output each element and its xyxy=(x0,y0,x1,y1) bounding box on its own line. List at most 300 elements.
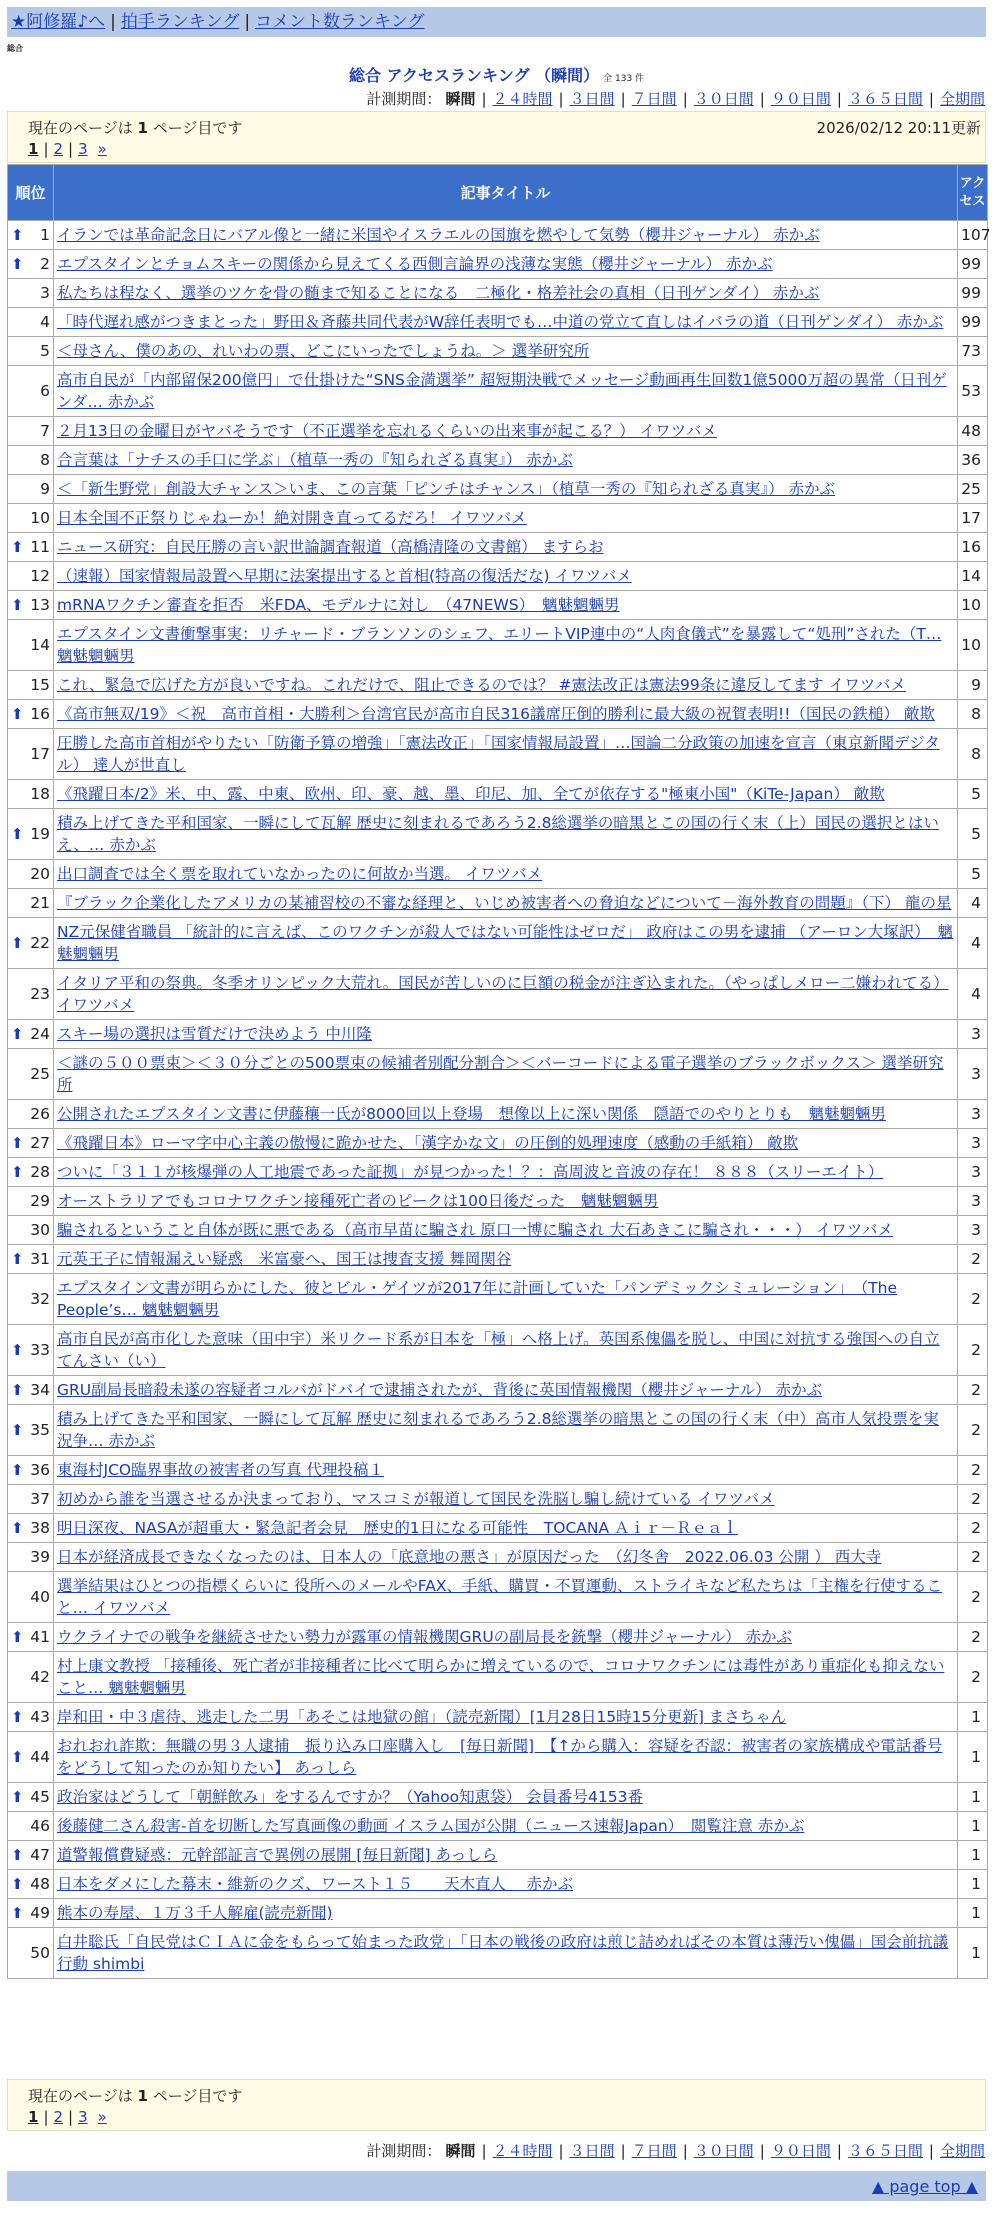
article-link[interactable]: 道警報償費疑惑：元幹部証言で異例の展開 [毎日新聞] あっしら xyxy=(57,1846,498,1864)
title-cell xyxy=(54,446,958,475)
rank-cell xyxy=(8,780,54,809)
table-row xyxy=(8,337,988,366)
access-count: 8 xyxy=(958,700,988,729)
access-count: 2 xyxy=(958,1456,988,1485)
title-cell xyxy=(54,279,958,308)
up-arrow-icon: ⬆ xyxy=(11,934,24,952)
period-link[interactable]: ７日間 xyxy=(631,90,677,108)
current-page-text xyxy=(28,2085,242,2106)
article-link[interactable]: 選挙結果はひとつの指標くらいに 役所へのメールやFAX、手紙、購買・不買運動、ストライキなど私たちは「主権を行使すること… イワツバメ xyxy=(57,1577,943,1617)
article-link[interactable]: ニュース研究：自民圧勝の言い訳世論調査報道（高橋清隆の文書館） ますらお xyxy=(57,538,604,556)
article-link[interactable]: 東海村JCO臨界事故の被害者の写真 代理投稿１ xyxy=(57,1461,385,1479)
rank-number: 22 xyxy=(30,934,50,952)
rank-number: 2 xyxy=(40,255,50,273)
title-cell xyxy=(54,1456,958,1485)
table-row xyxy=(8,1020,988,1049)
access-count: 4 xyxy=(958,918,988,969)
article-link[interactable]: 高市自民が「内部留保200億円」で仕掛けた“SNS金満選挙” 超短期決戦でメッセージ動画再生回数1億5000万超の異常（日刊ゲンダ… 赤かぶ xyxy=(57,371,947,411)
period-separator: | xyxy=(759,90,765,108)
access-count: 3 xyxy=(958,1100,988,1129)
page-link[interactable]: 2 xyxy=(53,140,64,158)
rank-cell xyxy=(8,475,54,504)
period-separator: | xyxy=(928,2142,934,2160)
rank-number: 34 xyxy=(30,1381,50,1399)
article-link[interactable]: オーストラリアでもコロナワクチン接種死亡者のピークは100日後だった 魑魅魍魎男 xyxy=(57,1192,659,1210)
period-link[interactable]: ３６５日間 xyxy=(847,90,923,108)
article-link[interactable]: 《高市無双/19》＜祝 高市首相・大勝利＞台湾官民が高市自民316議席圧倒的勝利に最大級の祝賀表明!!（国民の鉄槌） 敵欺 xyxy=(57,705,935,723)
rank-cell xyxy=(8,860,54,889)
title-cell xyxy=(54,1812,958,1841)
rank-number: 37 xyxy=(30,1490,50,1508)
table-row xyxy=(8,1543,988,1572)
rank-number: 13 xyxy=(30,596,50,614)
table-row xyxy=(8,780,988,809)
ranking-table-body xyxy=(8,221,991,1979)
rank-cell xyxy=(8,1812,54,1841)
access-count: 1 xyxy=(958,1783,988,1812)
title-cell xyxy=(54,1100,958,1129)
table-row xyxy=(8,1623,988,1652)
period-selector-bottom xyxy=(366,2140,985,2161)
period-selector-top xyxy=(366,88,985,109)
updated-timestamp: 2026/02/12 20:11更新 xyxy=(816,119,981,137)
table-row xyxy=(8,1049,988,1100)
access-count: 16 xyxy=(958,533,988,562)
next-page-link[interactable]: » xyxy=(97,2108,107,2126)
article-link[interactable]: イランでは革命記念日にバアル像と一緒に米国やイスラエルの国旗を燃やして気勢（櫻井ジャーナル） 赤かぶ xyxy=(57,226,820,244)
title-cell xyxy=(54,620,958,671)
rank-number: 25 xyxy=(30,1065,50,1083)
rank-number: 48 xyxy=(30,1875,50,1893)
rank-number: 6 xyxy=(40,382,50,400)
up-arrow-icon: ⬆ xyxy=(11,1341,24,1359)
period-link[interactable]: ７日間 xyxy=(631,2142,677,2160)
access-count: 3 xyxy=(958,1187,988,1216)
period-separator: | xyxy=(558,90,564,108)
table-row xyxy=(8,279,988,308)
period-separator: | xyxy=(682,2142,688,2160)
title-cell xyxy=(54,417,958,446)
title-cell xyxy=(54,1049,958,1100)
access-count: 4 xyxy=(958,969,988,1020)
title-cell xyxy=(54,1870,958,1899)
up-arrow-icon: ⬆ xyxy=(11,226,24,244)
access-count: 10 xyxy=(958,620,988,671)
article-link[interactable]: ＜謎の５００票束＞＜３０分ごとの500票束の候補者別配分割合＞＜バーコードによる電子選挙のブラックボックス＞ 選挙研究所 xyxy=(57,1054,944,1094)
article-link[interactable]: 合言葉は「ナチスの手口に学ぶ」（植草一秀の『知られざる真実』） 赤かぶ xyxy=(57,451,573,469)
article-link[interactable]: エプスタイン文書が明らかにした、彼とビル・ゲイツが2017年に計画していた「パンデミックシミュレーション」 （The People’s… 魑魅魍魎男 xyxy=(57,1279,898,1319)
article-link[interactable]: ウクライナでの戦争を継続させたい勢力が露軍の情報機関GRUの副局長を銃撃（櫻井ジャーナル） 赤かぶ xyxy=(57,1628,793,1646)
up-arrow-icon: ⬆ xyxy=(11,1748,24,1766)
table-row xyxy=(8,1841,988,1870)
rank-cell xyxy=(8,279,54,308)
rank-number: 23 xyxy=(30,985,50,1003)
article-link[interactable]: 公開されたエプスタイン文書に伊藤穰一氏が8000回以上登場 想像以上に深い関係 隠語でのやりとりも 魑魅魍魎男 xyxy=(57,1105,887,1123)
article-link[interactable]: 村上康文教授 「接種後、死亡者が非接種者に比べて明らかに増えているので、コロナワクチンには毒性があり重症化も抑えないこと… 魑魅魍魎男 xyxy=(57,1657,945,1697)
article-link[interactable]: ＜母さん、僕のあの、れいわの票、どこにいったでしょうね。＞ 選挙研究所 xyxy=(57,342,590,360)
rank-cell xyxy=(8,1543,54,1572)
period-link[interactable]: ９０日間 xyxy=(770,2142,831,2160)
table-row xyxy=(8,1187,988,1216)
article-link[interactable]: 日本をダメにした幕末・維新のクズ、ワースト１５ 天木直人 赤かぶ xyxy=(57,1875,573,1893)
period-link[interactable]: 全期間 xyxy=(939,2142,985,2160)
table-row xyxy=(8,1783,988,1812)
page-link[interactable]: 3 xyxy=(78,2108,88,2126)
access-count: 2 xyxy=(958,1572,988,1623)
title-cell xyxy=(54,1245,958,1274)
access-count: 8 xyxy=(958,729,988,780)
table-row xyxy=(8,671,988,700)
access-count: 3 xyxy=(958,1020,988,1049)
rank-cell xyxy=(8,620,54,671)
access-count: 2 xyxy=(958,1623,988,1652)
rank-number: 40 xyxy=(30,1588,50,1606)
title-cell xyxy=(54,308,958,337)
up-arrow-icon: ⬆ xyxy=(11,1875,24,1893)
rank-number: 7 xyxy=(40,422,50,440)
article-link[interactable]: 政治家はどうして「朝鮮飲み」をするんですか？（Yahoo知恵袋） 会員番号4153番 xyxy=(57,1788,643,1806)
up-arrow-icon: ⬆ xyxy=(11,1708,24,1726)
access-count: 2 xyxy=(958,1405,988,1456)
rank-cell xyxy=(8,1703,54,1732)
access-count: 10 xyxy=(958,591,988,620)
period-separator: | xyxy=(928,90,934,108)
access-count: 3 xyxy=(958,1158,988,1187)
rank-number: 46 xyxy=(30,1817,50,1835)
article-link[interactable]: 積み上げてきた平和国家、一瞬にして瓦解 歴史に刻まれるであろう2.8総選挙の暗黒とこの国の行く末（中）高市人気投票を実況争… 赤かぶ xyxy=(57,1410,939,1450)
table-row xyxy=(8,1456,988,1485)
article-link[interactable]: 出口調査では全く票を取れていなかったのに何故か当選。 イワツバメ xyxy=(57,865,543,883)
title-cell xyxy=(54,1703,958,1732)
article-link[interactable]: これ、緊急で広げた方が良いですね。これだけで、阻止できるのでは？ #憲法改正は憲法99条に違反してます イワツバメ xyxy=(57,676,906,694)
rank-number: 14 xyxy=(30,636,50,654)
rank-number: 16 xyxy=(30,705,50,723)
title-cell xyxy=(54,1928,958,1979)
page-top-link[interactable]: ▲ page top ▲ xyxy=(871,2177,978,2196)
table-row xyxy=(8,562,988,591)
article-link[interactable]: 岸和田・中３虐待、逃走した二男「あそこは地獄の館」（読売新聞）[1月28日15時15分更新] まさちゃん xyxy=(57,1708,787,1726)
nav-separator: | xyxy=(110,12,116,32)
article-link[interactable]: 元英王子に情報漏えい疑惑 米富豪へ、国王は捜査支援 舞岡関谷 xyxy=(57,1250,512,1268)
title-cell xyxy=(54,671,958,700)
up-arrow-icon: ⬆ xyxy=(11,1461,24,1479)
article-link[interactable]: おれおれ詐欺：無職の男３人逮捕 振り込み口座購入し [毎日新聞] 【↑から購入：容疑を否認：被害者の家族構成や電話番号をどうして知ったのか知りたい】 あっしら xyxy=(57,1737,943,1777)
rank-cell xyxy=(8,1216,54,1245)
access-count: 1 xyxy=(958,1841,988,1870)
title-cell xyxy=(54,809,958,860)
rank-number: 1 xyxy=(40,226,50,244)
access-count: 1 xyxy=(958,1899,988,1928)
home-link[interactable]: ★阿修羅♪へ xyxy=(11,12,106,32)
rank-number: 42 xyxy=(30,1668,50,1686)
title-cell xyxy=(54,700,958,729)
table-row xyxy=(8,1274,988,1325)
title-cell xyxy=(54,221,958,250)
access-count: 2 xyxy=(958,1514,988,1543)
table-row xyxy=(8,1325,988,1376)
period-separator: | xyxy=(682,90,688,108)
article-link[interactable]: 《飛躍日本》ローマ字中心主義の傲慢に跪かせた、「漢字かな文」の圧倒的処理速度（感動の手紙箱） 敵欺 xyxy=(57,1134,799,1152)
pager-prefix: 現在のページは xyxy=(28,119,138,137)
period-link[interactable]: ３日間 xyxy=(569,2142,615,2160)
article-link[interactable]: ＜「新生野党」創設大チャンス＞いま、この言葉「ピンチはチャンス」（植草一秀の『知られざる真実』） 赤かぶ xyxy=(57,480,836,498)
next-page-link[interactable]: » xyxy=(97,140,107,158)
table-row xyxy=(8,1870,988,1899)
title-cell xyxy=(54,1485,958,1514)
article-link[interactable]: 『ブラック企業化したアメリカの某補習校の不審な経理と、いじめ被害者への脅迫などについて－海外教育の問題』（下） 龍の星 xyxy=(57,894,952,912)
title-column-header: 記事タイトル xyxy=(54,165,958,221)
rank-number: 39 xyxy=(30,1548,50,1566)
period-separator: | xyxy=(836,90,842,108)
up-arrow-icon: ⬆ xyxy=(11,1025,24,1043)
current-page-number: 1 xyxy=(137,119,148,137)
article-link[interactable]: エプスタインとチョムスキーの関係から見えてくる西側言論界の浅薄な実態（櫻井ジャーナル） 赤かぶ xyxy=(57,255,773,273)
title-cell xyxy=(54,1020,958,1049)
article-link[interactable]: 明日深夜、NASAが超重大・緊急記者会見 歴史的1日になる可能性 TOCANA Ａｉｒ－Ｒｅａｌ xyxy=(57,1519,739,1537)
rank-cell xyxy=(8,969,54,1020)
title-cell xyxy=(54,337,958,366)
rank-cell xyxy=(8,671,54,700)
article-link[interactable]: 日本が経済成長できなくなったのは、日本人の「底意地の悪さ」が原因だった （幻冬舎 2022.06.03 公開 ） 西大寺 xyxy=(57,1548,882,1566)
rank-number: 4 xyxy=(40,313,50,331)
period-link[interactable]: 全期間 xyxy=(939,90,985,108)
article-link[interactable]: 圧勝した高市首相がやりたい「防衛予算の増強」「憲法改正」「国家情報局設置」…国論二分政策の加速を宣言（東京新聞デジタル） 達人が世直し xyxy=(57,734,940,774)
title-cell xyxy=(54,1572,958,1623)
table-row xyxy=(8,1514,988,1543)
rank-number: 17 xyxy=(30,745,50,763)
article-link[interactable]: 騙されるということ自体が既に悪である（高市早苗に騙され 原口一博に騙され 大石あきこに騙され・・・） イワツバメ xyxy=(57,1221,893,1239)
table-row xyxy=(8,889,988,918)
page-separator: | xyxy=(68,2108,74,2126)
access-count: 99 xyxy=(958,308,988,337)
rank-cell xyxy=(8,918,54,969)
up-arrow-icon: ⬆ xyxy=(11,1421,24,1439)
rank-cell xyxy=(8,1623,54,1652)
rank-cell xyxy=(8,1485,54,1514)
rank-cell xyxy=(8,1783,54,1812)
period-separator: | xyxy=(620,90,626,108)
up-arrow-icon: ⬆ xyxy=(11,1846,24,1864)
article-link[interactable]: エプスタイン文書衝撃事実：リチャード・ブランソンのシェフ、エリートVIP連中の“人肉食儀式”を暴露して“処刑”された（T… 魑魅魍魎男 xyxy=(57,625,942,665)
title-cell xyxy=(54,1325,958,1376)
rank-number: 31 xyxy=(30,1250,50,1268)
item-count: 全 133 件 xyxy=(603,74,645,84)
period-separator: | xyxy=(481,2142,487,2160)
access-count: 99 xyxy=(958,279,988,308)
page-link-current[interactable]: 1 xyxy=(28,2108,39,2126)
table-row xyxy=(8,729,988,780)
access-count: 2 xyxy=(958,1274,988,1325)
rank-number: 32 xyxy=(30,1290,50,1308)
rank-number: 44 xyxy=(30,1748,50,1766)
article-link[interactable]: 熊本の寿屋、１万３千人解雇(読売新聞) xyxy=(57,1904,333,1922)
rank-number: 24 xyxy=(30,1025,50,1043)
current-page-text xyxy=(28,117,242,138)
table-row xyxy=(8,1158,988,1187)
rank-cell xyxy=(8,700,54,729)
period-label: 計測期間： xyxy=(366,90,442,108)
up-arrow-icon: ⬆ xyxy=(11,705,24,723)
table-row xyxy=(8,591,988,620)
access-count: 9 xyxy=(958,671,988,700)
rank-cell xyxy=(8,1572,54,1623)
access-count: 2 xyxy=(958,1652,988,1703)
access-count: 2 xyxy=(958,1245,988,1274)
rank-cell xyxy=(8,1652,54,1703)
up-arrow-icon: ⬆ xyxy=(11,1519,24,1537)
pager-suffix: ページ目です xyxy=(147,2087,243,2105)
period-link[interactable]: ３６５日間 xyxy=(847,2142,923,2160)
period-link[interactable]: ２４時間 xyxy=(492,90,553,108)
rank-number: 49 xyxy=(30,1904,50,1922)
rank-number: 3 xyxy=(40,284,50,302)
up-arrow-icon: ⬆ xyxy=(11,1163,24,1181)
rank-cell xyxy=(8,1732,54,1783)
rank-cell xyxy=(8,1274,54,1325)
rank-number: 21 xyxy=(30,894,50,912)
rank-number: 43 xyxy=(30,1708,50,1726)
up-arrow-icon: ⬆ xyxy=(11,1381,24,1399)
table-header-row xyxy=(8,165,988,221)
rank-cell xyxy=(8,1158,54,1187)
comment-ranking-link[interactable]: コメント数ランキング xyxy=(255,12,425,32)
ranking-table xyxy=(7,164,991,1979)
access-count: 25 xyxy=(958,475,988,504)
access-count: 1 xyxy=(958,1703,988,1732)
article-link[interactable]: スキー場の選択は雪質だけで決めよう 中川隆 xyxy=(57,1025,372,1043)
table-row xyxy=(8,1216,988,1245)
table-row xyxy=(8,700,988,729)
article-link[interactable]: 高市自民が高市化した意味（田中宇）米リクード系が日本を「極」へ格上げ。英国系傀儡を脱し、中国に対抗する強国への自立 てんさい（い） xyxy=(57,1330,940,1370)
rank-cell xyxy=(8,337,54,366)
table-row xyxy=(8,308,988,337)
rank-number: 35 xyxy=(30,1421,50,1439)
article-link[interactable]: 後藤健二さん殺害-首を切断した写真画像の動画 イスラム国が公開（ニュース速報Japan） 閲覧注意 赤かぶ xyxy=(57,1817,805,1835)
rank-number: 26 xyxy=(30,1105,50,1123)
up-arrow-icon: ⬆ xyxy=(11,1250,24,1268)
table-row xyxy=(8,221,988,250)
article-link[interactable]: mRNAワクチン審査を拒否 米FDA、モデルナに対し （47NEWS） 魑魅魍魎男 xyxy=(57,596,620,614)
article-link[interactable]: 白井聡氏「自民党はＣＩＡに金をもらって始まった政党」「日本の戦後の政府は煎じ詰めればその本質は薄汚い傀儡」国会前抗議行動 shimbi xyxy=(57,1933,949,1973)
period-link[interactable]: ３０日間 xyxy=(693,2142,754,2160)
table-row xyxy=(8,250,988,279)
table-row xyxy=(8,1485,988,1514)
access-count: 5 xyxy=(958,809,988,860)
rank-cell xyxy=(8,446,54,475)
table-row xyxy=(8,475,988,504)
title-cell xyxy=(54,969,958,1020)
article-link[interactable]: ついに「３１１が核爆弾の人工地震であった証拠」が見つかった！？：高周波と音波の存在！ ８８８（スリーエイト） xyxy=(57,1163,884,1181)
up-arrow-icon: ⬆ xyxy=(11,538,24,556)
access-column-header: アクセス xyxy=(958,165,988,221)
table-row xyxy=(8,620,988,671)
access-count: 1 xyxy=(958,1928,988,1979)
period-link[interactable]: ３０日間 xyxy=(693,90,754,108)
page-link-current[interactable]: 1 xyxy=(28,140,39,158)
access-count: 1 xyxy=(958,1812,988,1841)
page-link[interactable]: 2 xyxy=(53,2108,64,2126)
title-cell xyxy=(54,860,958,889)
table-row xyxy=(8,417,988,446)
pager-suffix: ページ目です xyxy=(147,119,243,137)
period-link[interactable]: ９０日間 xyxy=(770,90,831,108)
rank-number: 19 xyxy=(30,825,50,843)
article-link[interactable]: GRU副局長暗殺未遂の容疑者コルバがドバイで逮捕されたが、背後に英国情報機関（櫻井ジャーナル） 赤かぶ xyxy=(57,1381,823,1399)
page-link[interactable]: 3 xyxy=(78,140,88,158)
access-count: 4 xyxy=(958,889,988,918)
period-separator: | xyxy=(620,2142,626,2160)
article-link[interactable]: 私たちは程なく、選挙のツケを骨の髄まで知ることになる 二極化・格差社会の真相（日刊ゲンダイ） 赤かぶ xyxy=(57,284,820,302)
rank-cell xyxy=(8,504,54,533)
page-links xyxy=(28,140,107,158)
title-cell xyxy=(54,780,958,809)
rank-number: 12 xyxy=(30,567,50,585)
article-link[interactable]: NZ元保健省職員 「統計的に言えば、このワクチンが殺人ではない可能性はゼロだ」 政府はこの男を逮捕 （アーロン大塚訳） 魑魅魍魎男 xyxy=(57,923,954,963)
footer-bar xyxy=(7,2171,986,2201)
article-link[interactable]: 積み上げてきた平和国家、一瞬にして瓦解 歴史に刻まれるであろう2.8総選挙の暗黒とこの国の行く末（上）国民の選択とはいえ、… 赤かぶ xyxy=(57,814,939,854)
rank-cell xyxy=(8,1049,54,1100)
table-row xyxy=(8,1405,988,1456)
access-count: 73 xyxy=(958,337,988,366)
table-row xyxy=(8,1899,988,1928)
access-count: 3 xyxy=(958,1049,988,1100)
table-row xyxy=(8,446,988,475)
rank-number: 33 xyxy=(30,1341,50,1359)
period-separator: | xyxy=(481,90,487,108)
rank-cell xyxy=(8,1405,54,1456)
article-link[interactable]: 「時代遅れ感がつきまとった」野田＆斉藤共同代表がW辞任表明でも…中道の党立て直しはイバラの道（日刊ゲンダイ） 赤かぶ xyxy=(57,313,944,331)
period-link[interactable]: ３日間 xyxy=(569,90,615,108)
clap-ranking-link[interactable]: 拍手ランキング xyxy=(120,12,240,32)
rank-cell xyxy=(8,1187,54,1216)
pager-prefix: 現在のページは xyxy=(28,2087,138,2105)
access-count: 5 xyxy=(958,780,988,809)
up-arrow-icon: ⬆ xyxy=(11,1628,24,1646)
article-link[interactable]: 《飛躍日本/2》米、中、露、中東、欧州、印、豪、越、墨、印尼、加、全てが依存する"極東小国"（KiTe-Japan） 敵欺 xyxy=(57,785,885,803)
rank-cell xyxy=(8,221,54,250)
rank-number: 5 xyxy=(40,342,50,360)
rank-cell xyxy=(8,729,54,780)
rank-cell xyxy=(8,1899,54,1928)
rank-number: 47 xyxy=(30,1846,50,1864)
article-link[interactable]: （速報）国家情報局設置へ早期に法案提出すると首相(特高の復活だな) イワツバメ xyxy=(57,567,632,585)
rank-cell xyxy=(8,562,54,591)
access-count: 3 xyxy=(958,1216,988,1245)
rank-number: 36 xyxy=(30,1461,50,1479)
rank-cell xyxy=(8,1456,54,1485)
title-cell xyxy=(54,918,958,969)
up-arrow-icon: ⬆ xyxy=(11,825,24,843)
title-cell xyxy=(54,1514,958,1543)
article-link[interactable]: 初めから誰を当選させるか決まっており、マスコミが報道して国民を洗脳し騙し続けている イワツバメ xyxy=(57,1490,775,1508)
article-link[interactable]: イタリア平和の祭典。冬季オリンピック大荒れ。国民が苦しいのに巨額の税金が注ぎ込まれた。（やっぱしメロー二嫌われてる） イワツバメ xyxy=(57,974,949,1014)
rank-number: 38 xyxy=(30,1519,50,1537)
rank-number: 18 xyxy=(30,785,50,803)
access-count: 3 xyxy=(958,1129,988,1158)
rank-cell xyxy=(8,1514,54,1543)
current-page-number: 1 xyxy=(137,2087,148,2105)
rank-number: 29 xyxy=(30,1192,50,1210)
rank-column-header: 順位 xyxy=(8,165,54,221)
table-row xyxy=(8,1129,988,1158)
up-arrow-icon: ⬆ xyxy=(11,596,24,614)
article-link[interactable]: ２月13日の金曜日がヤバそうです（不正選挙を忘れるくらいの出来事が起こる？） イワツバメ xyxy=(57,422,717,440)
table-row xyxy=(8,809,988,860)
access-count: 17 xyxy=(958,504,988,533)
article-link[interactable]: 日本全国不正祭りじゃねーか！絶対開き直ってるだろ！ イワツバメ xyxy=(57,509,527,527)
rank-cell xyxy=(8,308,54,337)
period-link[interactable]: ２４時間 xyxy=(492,2142,553,2160)
